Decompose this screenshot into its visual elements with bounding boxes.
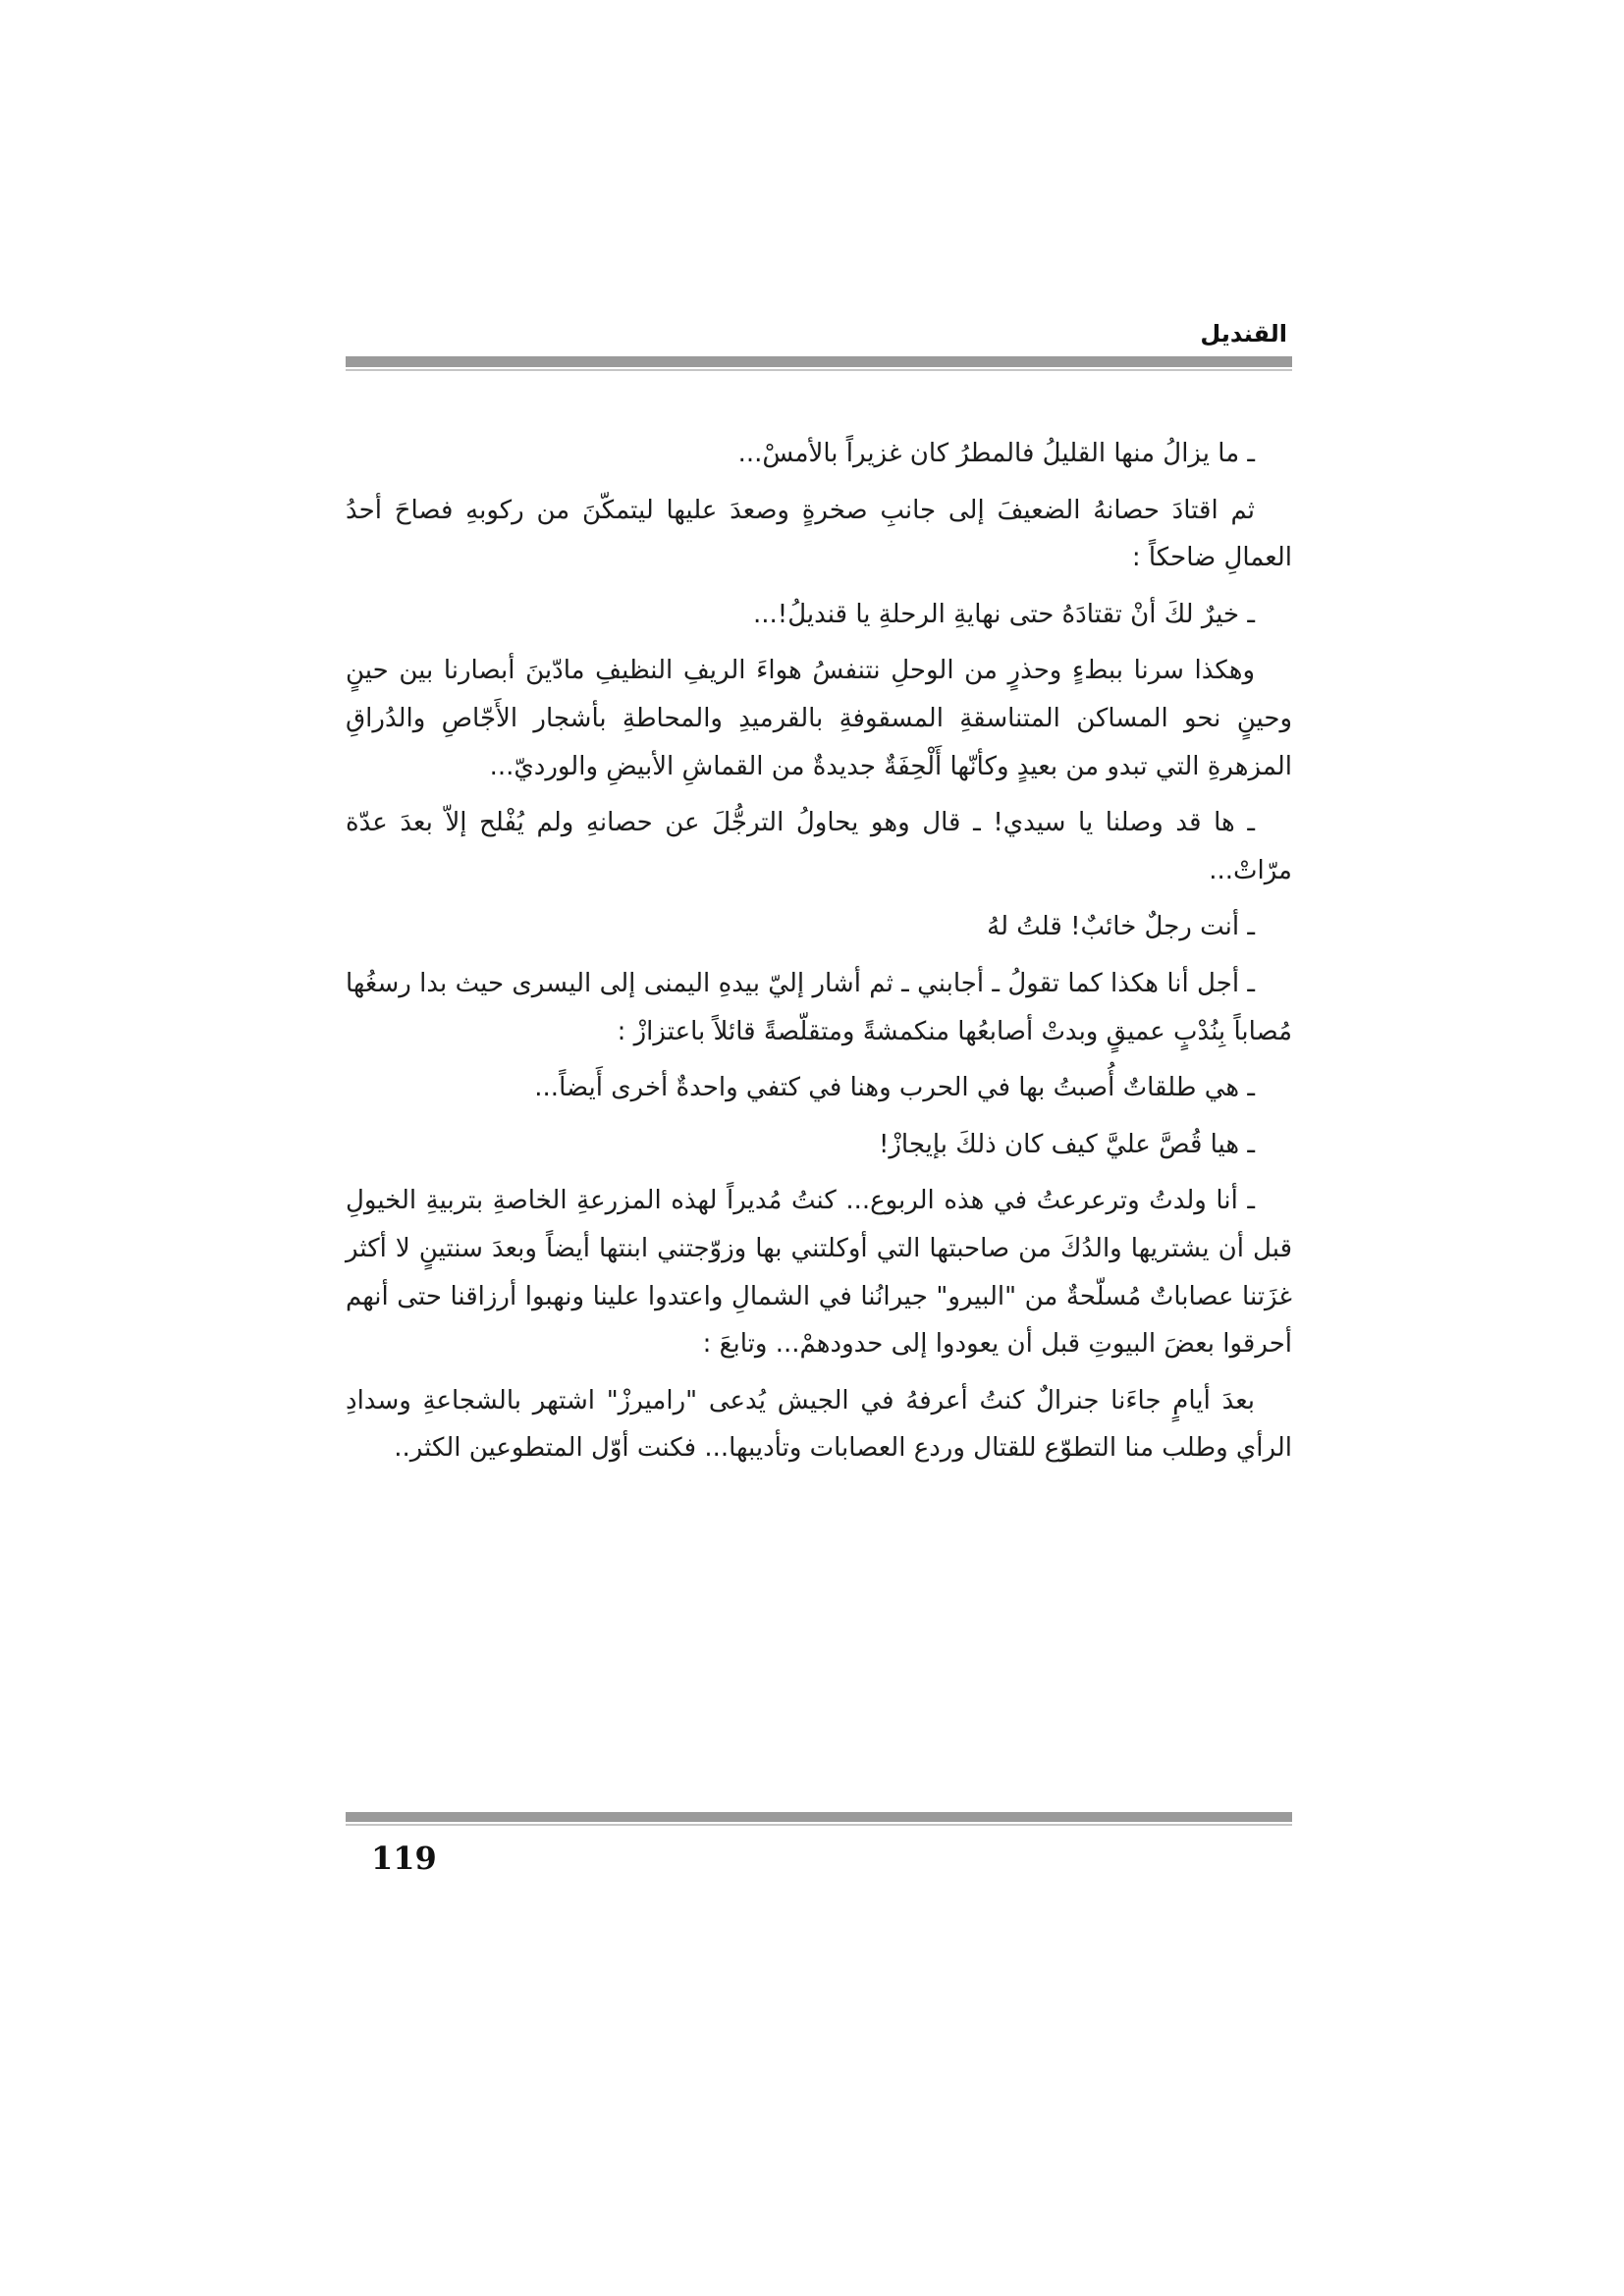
running-header-title: القنديل bbox=[1200, 320, 1287, 347]
paragraph: ـ ها قد وصلنا يا سيدي! ـ قال وهو يحاولُ الترجُّلَ عن حصانهِ ولم يُفْلح إلاّ بعدَ عدّة مرّاتْ... bbox=[346, 808, 1292, 885]
page-number: 119 bbox=[371, 1840, 437, 1877]
paragraph: وهكذا سرنا ببطءٍ وحذرٍ من الوحلِ نتنفسُ هواءَ الريفِ النظيفِ مادّينَ أبصارنا بين حينٍ وحينٍ نحو المساكن المتناسقةِ المسقوفةِ بالقرميدِ والمحاطةِ بأشجار الأَجّاصِ والدُراقِ المزهرةِ التي تبدو من بعيدٍ وكأنّها أَلْحِفَةٌ جديدةٌ من القماشِ الأبيضِ والورديّ... bbox=[346, 656, 1292, 781]
paragraph: ـ أنا ولدتُ وترعرعتُ في هذه الربوع... كنتُ مُديراً لهذه المزرعةِ الخاصةِ بتربيةِ الخيولِ قبل أن يشتريها والدُكَ من صاحبتها التي أوكلتني بها وزوّجتني ابنتها أيضاً وبعدَ سنتينٍ لا أكثر غزَتنا عصاباتٌ مُسلّحةٌ من "البيرو" جيرانُنا في الشمالِ واعتدوا علينا ونهبوا أرزاقنا حتى أنهم أحرقوا بعضَ البيوتِ قبل أن يعودوا إلى حدودهمْ... وتابعَ : bbox=[346, 1186, 1292, 1360]
paragraph: بعدَ أيامٍ جاءَنا جنرالٌ كنتُ أعرفهُ في الجيش يُدعى "راميرزْ" اشتهر بالشجاعةِ وسدادِ الرأي وطلب منا التطوّع للقتال وردع العصابات وتأديبها... فكنت أوّل المتطوعين الكثر.. bbox=[346, 1385, 1292, 1464]
footer-divider bbox=[346, 1812, 1292, 1822]
paragraph: ـ خيرٌ لكَ أنْ تقتادَهُ حتى نهايةِ الرحلةِ يا قنديلُ!... bbox=[752, 599, 1255, 629]
paragraph: ثم اقتادَ حصانهُ الضعيفَ إلى جانبِ صخرةٍ وصعدَ عليها ليتمكّنَ من ركوبهِ فصاحَ أحدُ العمالِ ضاحكاً : bbox=[346, 495, 1292, 573]
paragraph: ـ أجل أنا هكذا كما تقولُ ـ أجابني ـ ثم أشار إليّ بيدهِ اليمنى إلى اليسرى حيث بدا رسغُها مُصاباً بِنُدْبٍ عميقٍ وبدتْ أصابعُها منكمشةً ومتقلّصةً قائلاً باعتزازْ : bbox=[346, 968, 1292, 1046]
paragraph: ـ هي طلقاتٌ أُصبتُ بها في الحرب وهنا في كتفي واحدةٌ أخرى أَيضاً... bbox=[534, 1073, 1255, 1103]
paragraph: ـ أنت رجلٌ خائبٌ! قلتُ لهُ bbox=[987, 912, 1255, 942]
paragraph: ـ ما يزالُ منها القليلُ فالمطرُ كان غزيراً بالأمسْ... bbox=[737, 439, 1255, 468]
body-text bbox=[346, 430, 1292, 1481]
header-divider bbox=[346, 356, 1292, 367]
paragraph: ـ هيا قُصَّ عليَّ كيف كان ذلكَ بإيجازْ! bbox=[878, 1129, 1255, 1159]
